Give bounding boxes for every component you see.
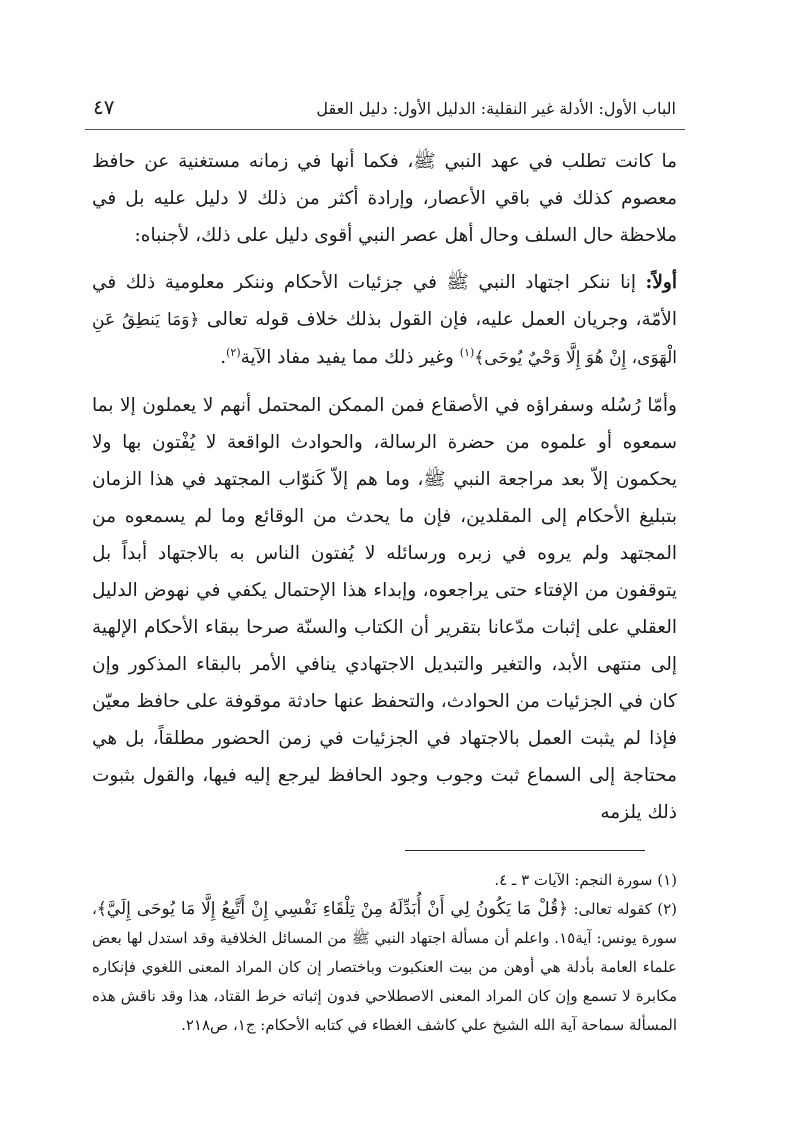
footnote-2-text-b: ، سورة يونس: آية١٥. واعلم أن مسألة اجتهاد النبي ﷺ من المسائل الخلافية وقد استدل لها بعض علماء العامة بأدلة هي أوهن من بيت العنكبوت وباختصار إن كان المراد المعنى اللغوي فإنكاره مكابرة لا تسمع وإن كان المراد المعنى الاصطلاحي فدون إثباته خرط القتاد، هذا وقد ناقش هذه المسألة سماحة آية الله الشيخ علي كاشف الغطاء في كتابه الأحكام: ج١، ص٢١٨. bbox=[92, 900, 677, 1034]
footnote-separator bbox=[405, 850, 645, 851]
paragraph-3: وأمّا رُسُله وسفراؤه في الأصقاع فمن الممكن المحتمل أنهم لا يعملون إلا بما سمعوه أو علموه من حضرة الرسالة، والحوادث الواقعة لا يُفْتون بها ولا يحكمون إلاّ بعد مراجعة النبي ﷺ، وما هم إلاّ كَنوّاب المجتهد في هذا الزمان بتبليغ الأحكام إلى المقلدين، فإن ما يحدث من الوقائع وما لم يسمعوه من المجتهد ولم يروه في زبره ورسائله لا يُفتون الناس به بالاجتهاد أبداً بل يتوقفون من الإفتاء حتى يراجعوه، وإبداء هذا الإحتمال يكفي في نهوض الدليل العقلي على إثبات مدّعانا بتقرير أن الكتاب والسنّة صرحا ببقاء الأحكام الإلهية إلى منتهى الأبد، والتغير والتبديل الاجتهادي ينافي الأمر بالبقاء المذكور وإن كان في الجزئيات من الحوادث، والتحفظ عنها حادثة موقوفة على حافظ معيّن فإذا لم يثبت العمل بالاجتهاد في الجزئيات في زمن الحضور مطلقاً، بل هي محتاجة إلى السماع ثبت وجوب وجود الحافظ ليرجع إليه فيها، والقول بثبوت ذلك يلزمه bbox=[92, 395, 677, 823]
paragraph-lead: أولاً: bbox=[645, 272, 677, 293]
footnote-2-text-a: (٢) كقوله تعالى: bbox=[568, 900, 677, 918]
main-text bbox=[92, 143, 677, 841]
footnote-2 bbox=[92, 895, 677, 1040]
quran-verse: ﴿وَمَا يَنطِقُ عَنِ الْهَوَى، إِنْ هُوَ إِلَّا وَحْيٌ يُوحَى﴾ bbox=[92, 310, 677, 368]
footnote-quran-verse: ﴿قُلْ مَا يَكُونُ لِي أَنْ أُبَدِّلَهُ مِنْ تِلْقَاءِ نَفْسِي إِنْ أَتَّبِعُ إِلَّا مَا يُوحَى إِلَيَّ﴾ bbox=[96, 899, 569, 919]
paragraph-2 bbox=[92, 264, 677, 377]
footnotes bbox=[92, 866, 677, 1040]
running-title: الباب الأول: الأدلة غير النقلية: الدليل الأول: دليل العقل bbox=[316, 99, 676, 118]
running-header bbox=[85, 95, 685, 125]
footnote-1: (١) سورة النجم: الآيات ٣ ـ ٤. bbox=[494, 871, 677, 889]
paragraph-2-text-b: وغير ذلك مما يفيد مفاد الآية bbox=[240, 347, 460, 368]
footnote-ref-2[interactable]: (٢) bbox=[226, 345, 241, 359]
paragraph-2-text-a: إنا ننكر اجتهاد النبي ﷺ في جزئيات الأحكام وننكر معلومية ذلك في الأمّة، وجريان العمل عليه، فإن القول بذلك خلاف قوله تعالى bbox=[92, 272, 677, 330]
footnote-ref-1[interactable]: (١) bbox=[459, 345, 475, 359]
paragraph-2-text-c: . bbox=[220, 347, 227, 368]
paragraph-1: ما كانت تطلب في عهد النبي ﷺ، فكما أنها في زمانه مستغنية عن حافظ معصوم كذلك في باقي الأعصار، وإرادة أكثر من ذلك لا دليل عليه بل في ملاحظة حال السلف وحال أهل عصر النبي أقوى دليل على ذلك، لأجنباه: bbox=[92, 151, 677, 246]
page-number: ٤٧ bbox=[93, 95, 115, 119]
header-rule bbox=[85, 129, 685, 130]
